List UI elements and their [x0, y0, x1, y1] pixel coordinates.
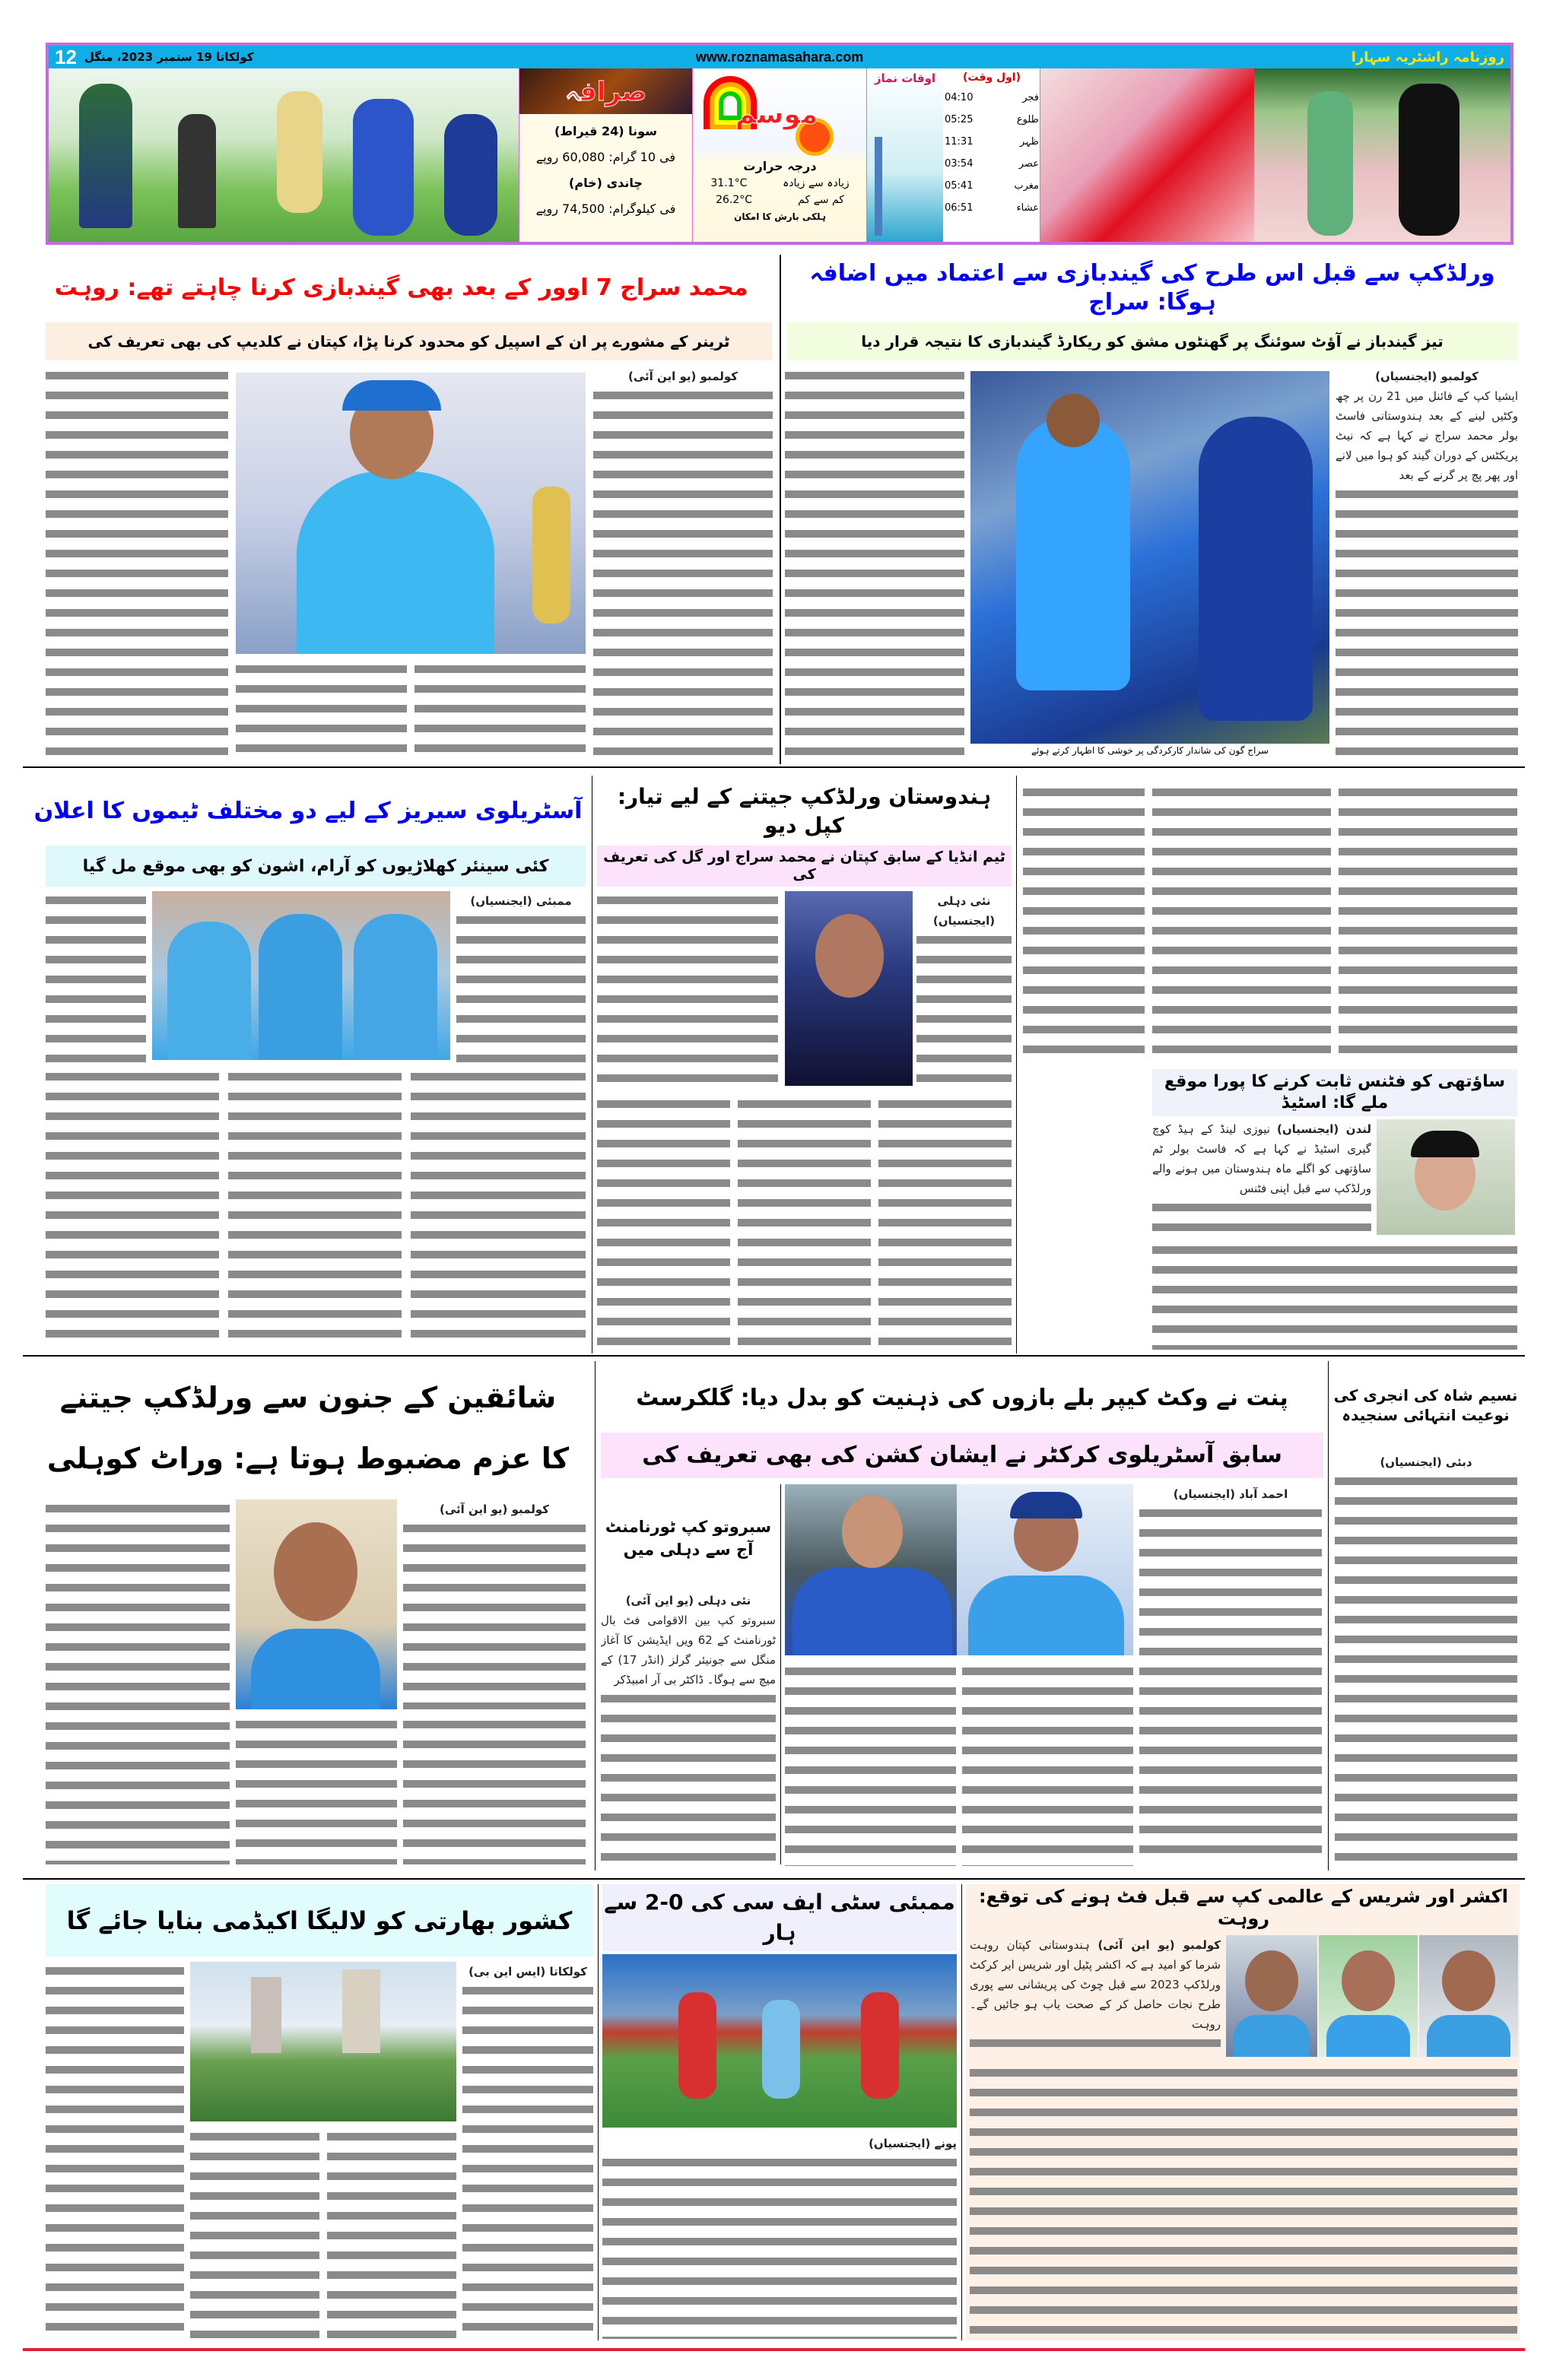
prayer-time: 03:54 — [945, 158, 974, 170]
page-number: 12 — [55, 45, 77, 68]
lead-text: سبروتو کپ بین الاقوامی فٹ بال ٹورنامنٹ کے 62 ویں ایڈیشن کا آغاز منگل سے جونیئر گرلز (انڈر 17) کے میچ سے ہوگا۔ ڈاکٹر بی آر امبیڈکر — [601, 1614, 776, 1687]
headline-mumbai-city-fc: ممبئی سٹی ایف سی کی 0-2 سے ہار — [602, 1884, 957, 1951]
website-link[interactable]: www.roznamasahara.com — [695, 49, 864, 65]
dateline: دبئی (ایجنسیاں) — [1380, 1455, 1472, 1469]
article-body — [970, 2064, 1517, 2340]
gold-rate: فی 10 گرام: 60,080 روپے — [535, 150, 676, 164]
article-body — [1152, 1119, 1371, 1238]
weather-box — [692, 68, 866, 242]
boxing-photo — [1040, 68, 1254, 242]
bullion-rates-box — [519, 68, 692, 242]
headline-akshar-shreyas: اکشر اور شریس کے عالمی کپ سے قبل فٹ ہونے کی توقع: روہت — [979, 1886, 1508, 1929]
prayer-name: فجر — [1022, 92, 1039, 103]
prayer-name: طلوع — [1016, 114, 1039, 125]
prayer-time: 05:25 — [945, 114, 974, 125]
photo-caption: سراج گون کی شاندار کارکردگی پر خوشی کا اظہار کرتے ہوئے — [970, 745, 1329, 756]
article-body-continued — [1152, 783, 1331, 1065]
headline-rohit-siraj: محمد سراج 7 اوور کے بعد بھی گیندبازی کرنا چاہتے تھے: روہت — [54, 274, 748, 301]
dateline: پونے (ایجنسیاں) — [869, 2137, 957, 2150]
gary-stead-photo — [1377, 1119, 1515, 1235]
lead-text: نیوزی لینڈ کے ہیڈ کوچ گیری اسٹیڈ نے کہا ہے کہ فاسٹ بولر ٹم ساؤتھی کو اگلے ماہ ہندوستان میں ہونے والے ورلڈکپ سے قبل اپنی فٹنس — [1152, 1122, 1371, 1195]
weather-title: موسم — [735, 99, 818, 130]
headline-line: آج سے دہلی میں — [623, 1541, 754, 1559]
dateline: نئی دہلی (یو این آئی) — [625, 1594, 751, 1607]
column-divider — [1328, 1361, 1329, 1871]
article-body — [236, 660, 407, 762]
article-body — [403, 1499, 586, 1709]
dateline: احمد آباد (ایجنسیاں) — [1173, 1487, 1288, 1501]
article-body — [597, 1095, 730, 1350]
prayer-title: اوقات نماز — [874, 71, 936, 85]
team-players-photo — [152, 891, 450, 1060]
silver-label: چاندی (خام) — [569, 176, 643, 190]
dateline: کولمبو (ایجنسیاں) — [1375, 370, 1479, 383]
article-body — [593, 367, 773, 762]
prayer-name: عشاء — [1016, 202, 1039, 214]
article-body — [46, 1499, 230, 1864]
rishabh-pant-photo — [957, 1484, 1133, 1655]
football-match-photo — [602, 1954, 957, 2128]
min-temp-label: کم سے کم — [798, 194, 844, 206]
prayer-time: 11:31 — [945, 136, 974, 148]
article-body — [411, 1068, 586, 1349]
kapil-dev-photo — [785, 891, 913, 1086]
headline-gilchrist: پنت نے وکٹ کیپر بلے بازوں کی ذہنیت کو بدل دیا: گلکرسٹ — [636, 1385, 1288, 1411]
article-body — [602, 2134, 957, 2339]
gold-label: سونا (24 قیراط) — [554, 124, 657, 138]
article-body — [414, 660, 586, 762]
gilchrist-photo — [785, 1484, 957, 1655]
prayer-name: عصر — [1018, 158, 1039, 170]
article-body — [46, 367, 228, 762]
max-temp: 31.1°C — [710, 177, 748, 189]
prayer-name: مغرب — [1014, 180, 1039, 192]
headline-australia-series: آسٹریلوی سیریز کے لیے دو مختلف ٹیموں کا اعلان — [33, 798, 583, 824]
rohit-sharma-photo-small — [1226, 1935, 1317, 2057]
article-body — [403, 1715, 586, 1864]
subhead-kapil-dev: ٹیم انڈیا کے سابق کپتان نے محمد سراج اور گل کی تعریف کی — [597, 846, 1012, 887]
column-divider — [595, 1361, 596, 1871]
rohit-sharma-photo — [236, 373, 586, 654]
article-body — [962, 1662, 1133, 1866]
prayer-list — [945, 87, 1039, 219]
headline-line: شائقین کے جنون سے ورلڈکپ جیتنے — [59, 1380, 557, 1414]
issue-date: کولکاتا 19 ستمبر 2023، منگل — [84, 50, 254, 64]
subhead-rohit-siraj: ٹرینر کے مشورے پر ان کے اسپیل کو محدود کرنا پڑا، کپتان نے کلدیپ کی بھی تعریف کی — [46, 322, 772, 360]
article-body — [462, 1962, 593, 2338]
column-divider — [598, 1884, 599, 2340]
article-body — [738, 1095, 871, 1350]
column-divider — [780, 255, 781, 764]
shreyas-iyer-photo — [1419, 1935, 1518, 2057]
lead-text: ہندوستانی کپتان روہت شرما کو امید ہے کہ اکشر پٹیل اور شریس ایر کرکٹ ورلڈکپ 2023 سے قبل چوٹ کی پریشانی سے پوری طرح نجات حاصل کر کے صحت یاب ہو جائیں گے۔ روہت — [970, 1938, 1221, 2031]
silver-rate: فی کیلوگرام: 74,500 روپے — [535, 202, 676, 216]
siraj-celebration-photo — [970, 371, 1329, 744]
article-body — [785, 367, 964, 762]
section-divider — [23, 766, 1525, 768]
article-body — [916, 891, 1012, 1089]
article-body — [601, 1591, 776, 1867]
kishore-bharati-article — [46, 1884, 593, 1956]
section-divider — [23, 1355, 1525, 1357]
subhead-gilchrist: سابق آسٹریلوی کرکٹر نے ایشان کشن کی بھی تعریف کی — [601, 1433, 1323, 1478]
article-body — [878, 1095, 1012, 1350]
dateline: نئی دہلی (ایجنسیاں) — [932, 894, 996, 928]
article-body — [46, 1962, 184, 2338]
headline-naseem-shah — [1332, 1363, 1519, 1448]
bottom-rule — [23, 2348, 1525, 2351]
headline-line: نوعیت انتہائی سنجیدہ — [1342, 1406, 1510, 1424]
article-body — [190, 2128, 319, 2338]
headline-subroto-cup — [601, 1490, 776, 1586]
max-temp-label: زیادہ سے زیادہ — [783, 177, 850, 189]
prayer-name: ظہر — [1019, 136, 1039, 148]
min-temp: 26.2°C — [716, 194, 753, 206]
column-divider — [1016, 776, 1017, 1353]
article-body-continued — [1023, 783, 1145, 1065]
masthead-banner — [46, 43, 1513, 245]
runners-photo — [1254, 68, 1510, 242]
prayer-subtitle: (اول وقت) — [962, 71, 1021, 84]
subhead-australia-series: کئی سینئر کھلاڑیوں کو آرام، اشون کو بھی موقع مل گیا — [46, 846, 586, 887]
temperature-label: درجہ حرارت — [743, 159, 817, 173]
article-body — [1152, 1241, 1517, 1350]
subhead-siraj: تیز گیندباز نے آؤٹ سوئنگ پر گھنٹوں مشق کو ریکارڈ گیندبازی کا نتیجہ قرار دیا — [787, 322, 1517, 360]
top-bar — [49, 46, 1510, 68]
headline-southee: ساؤتھی کو فٹنس ثابت کرنے کا پورا موقع ملے گا: اسٹیڈ — [1152, 1069, 1517, 1116]
article-body — [228, 1068, 402, 1349]
lead-text: ایشیا کپ کے فائنل میں 21 رن پر چھ وکٹیں لینے کے بعد ہندوستانی فاسٹ بولر محمد سراج نے کہا ہے کہ نیٹ پریکٹس کے دوران گیند کو ہوا میں لانے اور پھر پچ پر گرنے کے بعد — [1336, 389, 1518, 482]
article-body — [1139, 1484, 1322, 1864]
mosque-icon — [867, 68, 943, 242]
forecast: ہلکی بارش کا امکان — [734, 211, 826, 222]
dateline: کولکاتا (ایس این بی) — [468, 1965, 587, 1979]
sports-collage-photo — [49, 68, 519, 242]
prayer-time: 04:10 — [945, 92, 974, 103]
bullion-title: صرافہ — [564, 76, 647, 107]
article-body — [597, 891, 778, 1089]
prayer-time: 06:51 — [945, 202, 974, 214]
article-body — [456, 891, 586, 1066]
dateline: ممبئی (ایجنسیاں) — [470, 894, 572, 908]
article-body — [1335, 1452, 1517, 1867]
newspaper-name: روزنامہ راشٹریہ سہارا — [1351, 49, 1504, 65]
headline-kapil-dev: ہندوستان ورلڈکپ جیتنے کے لیے تیار: کپل دیو — [617, 784, 992, 838]
section-divider — [23, 1878, 1525, 1880]
headline-line: نسیم شاہ کی انجری کی — [1333, 1386, 1518, 1404]
article-body — [46, 1068, 219, 1349]
article-body — [327, 2128, 456, 2338]
axar-patel-photo — [1319, 1935, 1418, 2057]
column-divider — [961, 1884, 962, 2340]
article-body — [785, 1662, 956, 1866]
prayer-times-box — [866, 68, 1040, 242]
article-body — [970, 1935, 1221, 2059]
headline-kohli — [30, 1361, 586, 1494]
headline-line: کا عزم مضبوط ہوتا ہے: وراٹ کوہلی — [46, 1441, 570, 1475]
prayer-time: 05:41 — [945, 180, 974, 192]
article-body — [236, 1715, 397, 1864]
dateline: کولمبو (یو این آئی) — [440, 1503, 549, 1516]
dateline: لندن (ایجنسیاں) — [1277, 1122, 1371, 1136]
dateline: کولمبو (یو این آئی) — [1097, 1938, 1221, 1952]
dateline: کولمبو (یو این آئی) — [628, 370, 738, 383]
headline-line: سبروتو کپ ٹورنامنٹ — [605, 1518, 772, 1536]
article-body — [46, 891, 146, 1066]
football-ground-photo — [190, 1962, 456, 2121]
virat-kohli-photo — [236, 1499, 397, 1709]
article-body-continued — [1339, 783, 1517, 1065]
column-divider — [780, 1484, 781, 1864]
article-body — [1336, 367, 1518, 762]
headline-siraj: ورلڈکپ سے قبل اس طرح کی گیندبازی سے اعتماد میں اضافہ ہوگا: سراج — [809, 260, 1495, 316]
headline-kishore-bharati: کشور بھارتی کو لالیگا اکیڈمی بنایا جائے گا — [46, 1884, 593, 1956]
